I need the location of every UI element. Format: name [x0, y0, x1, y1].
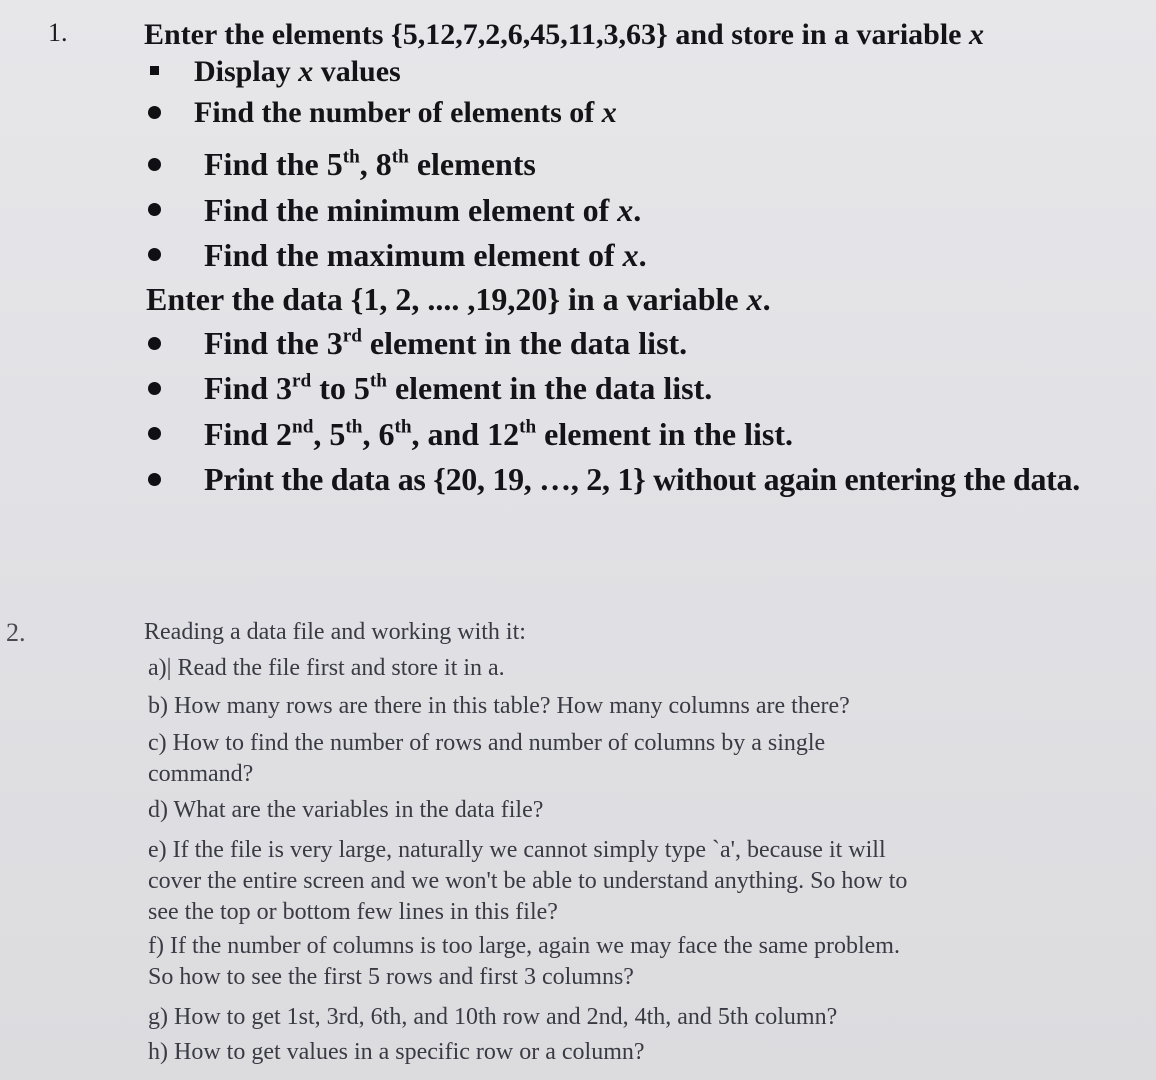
item-c-line-2: command? [148, 761, 254, 787]
bullet-third-to-fifth: Find 3rd to 5th element in the data list. [204, 370, 713, 406]
question-2-title: Reading a data file and working with it: [144, 619, 526, 645]
item-c-line-1: c) How to find the number of rows and number of columns by a single [148, 730, 826, 756]
item-f-line-1: f) If the number of columns is too large, again we may face the same problem. [148, 933, 900, 959]
item-e-line-2: cover the entire screen and we won't be able to understand anything. So how to [148, 868, 908, 894]
bullet-dot-icon [148, 427, 161, 440]
bullet-dot-icon [148, 203, 161, 216]
bullet-dot-icon [148, 473, 161, 486]
enter-data-line: Enter the data {1, 2, .... ,19,20} in a variable x. [146, 281, 771, 317]
item-b: b) How many rows are there in this table? How many columns are there? [148, 693, 850, 719]
bullet-dot-icon [148, 382, 161, 395]
question-1-number: 1. [48, 18, 68, 47]
bullet-minimum: Find the minimum element of x. [204, 192, 642, 228]
item-f-line-2: So how to see the first 5 rows and first 3 columns? [148, 964, 634, 990]
bullet-maximum: Find the maximum element of x. [204, 237, 647, 273]
bullet-multiple-elements: Find 2nd, 5th, 6th, and 12th element in the list. [204, 416, 793, 452]
bullet-count-elements: Find the number of elements of x [194, 96, 617, 129]
bullet-third-element: Find the 3rd element in the data list. [204, 325, 688, 361]
item-e-line-1: e) If the file is very large, naturally we cannot simply type `a', because it will [148, 837, 886, 863]
bullet-display-x: Display x values [194, 55, 401, 88]
item-a: a)| Read the file first and store it in a. [148, 655, 505, 681]
item-d: d) What are the variables in the data file? [148, 797, 544, 823]
bullet-dot-icon [148, 106, 161, 119]
square-bullet-icon [150, 66, 159, 75]
item-g: g) How to get 1st, 3rd, 6th, and 10th row and 2nd, 4th, and 5th column? [148, 1004, 838, 1030]
question-2-number: 2. [6, 618, 26, 647]
bullet-dot-icon [148, 337, 161, 350]
bullet-print-reverse: Print the data as {20, 19, …, 2, 1} without again entering the data. [204, 461, 1080, 497]
bullet-dot-icon [148, 248, 161, 261]
item-e-line-3: see the top or bottom few lines in this file? [148, 899, 558, 925]
question-1-title: Enter the elements {5,12,7,2,6,45,11,3,63} and store in a variable x [144, 18, 984, 51]
bullet-fifth-eighth: Find the 5th, 8th elements [204, 146, 536, 182]
bullet-dot-icon [148, 158, 161, 171]
item-h: h) How to get values in a specific row or a column? [148, 1039, 645, 1065]
